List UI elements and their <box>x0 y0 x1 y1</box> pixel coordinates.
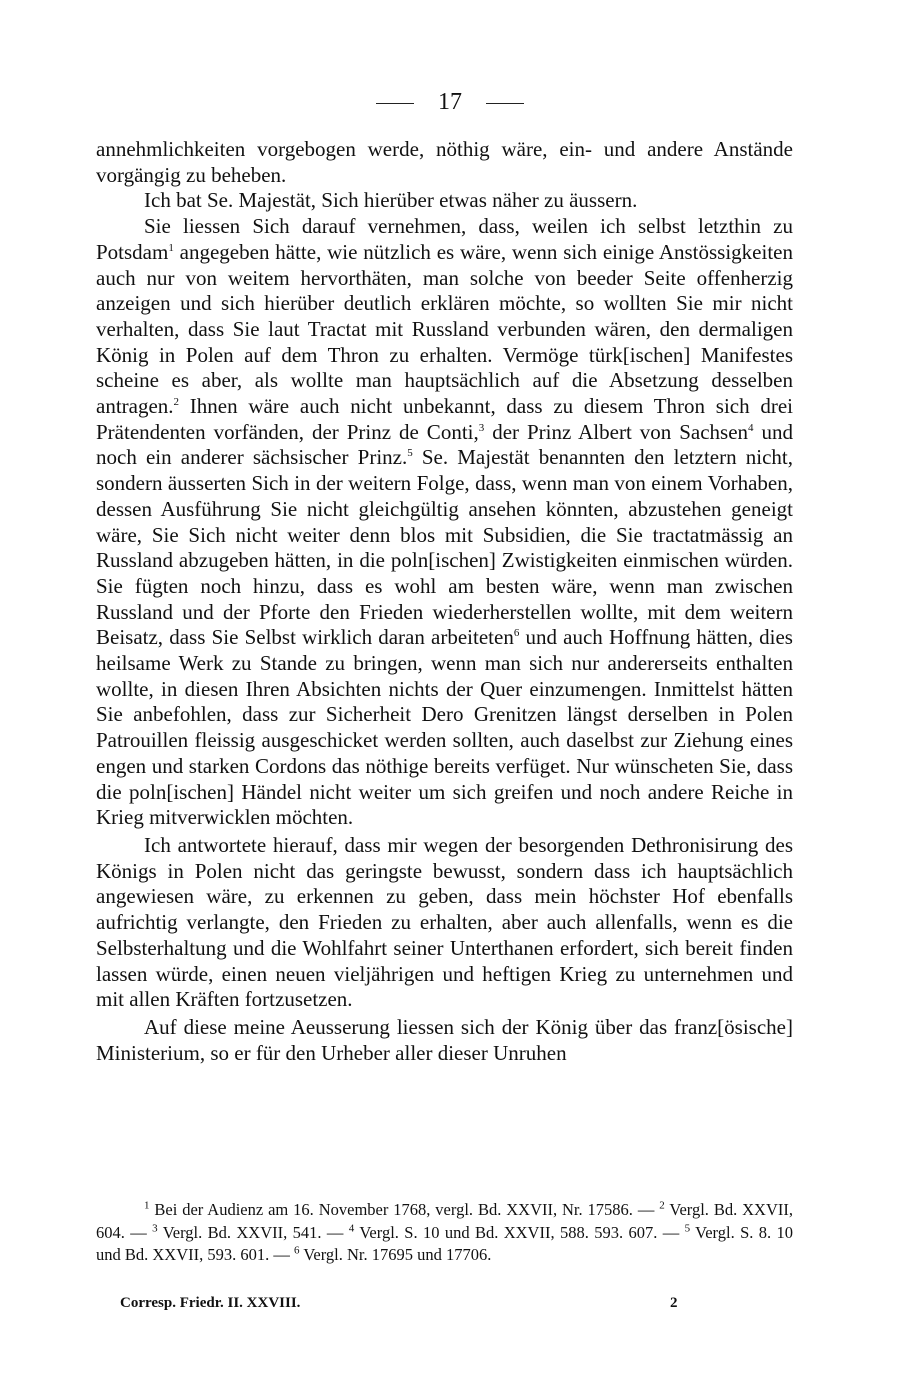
footnote-marker: 1 <box>168 241 174 254</box>
footnote-text: Vergl. Bd. XXVII, 541. — <box>157 1222 349 1242</box>
footnote-number: 4 <box>348 1222 355 1234</box>
paragraph: Ich bat Se. Majestät, Sich hierüber etwas näher zu äussern. <box>144 188 638 213</box>
paragraph: Auf diese meine Aeusserung liessen sich der König über das franz[ösische] Ministerium, so er für den Urheber aller dieser Unruhen <box>96 1014 793 1065</box>
footnote-text: Vergl. S. 10 und Bd. XXVII, 588. 593. 607. — <box>354 1222 685 1242</box>
page-header <box>0 88 900 116</box>
header-rule-right <box>486 103 524 104</box>
paragraph-continuation: annehmlichkeiten vorgebogen werde, nöthig wäre, ein- und andere Anstände vorgängig zu beheben. <box>96 137 793 187</box>
footnote-marker: 3 <box>478 421 485 434</box>
text-run: angegeben hätte, wie nützlich es wäre, wenn sich einige Anstössigkeiten auch nur von weitem hervorthäten, man solche von beeder Seite offenherzig anzeigen und sich hierüber deutlich erklären möchte, so wollten Sie mir nicht verhalten, dass Sie laut Tractat mit Russland verbunden wären, den dermaligen König in Polen auf dem Thron zu erhalten. Vermöge türk[ischen] Manifestes scheine es aber, als wollte man hauptsächlich auf die Absetzung desselben antragen. <box>96 239 793 419</box>
footnote-number: 3 <box>152 1222 158 1234</box>
paragraph <box>96 214 793 831</box>
footnote-number: 1 <box>144 1199 150 1212</box>
footnote-text: Vergl. Bd. XXVII, 604. — <box>96 1200 793 1242</box>
text-run: Ihnen wäre auch nicht unbekannt, dass zu diesem Thron sich drei Prätendenten vorfänden, der Prinz de Conti, <box>96 394 793 444</box>
text-run: Sie liessen Sich darauf vernehmen, dass, weilen ich selbst letzthin zu Potsdam <box>96 214 793 264</box>
signature-line: Corresp. Friedr. II. XXVIII. <box>120 1295 301 1311</box>
text-run: der Prinz Albert von Sachsen <box>484 419 749 444</box>
paragraph: Ich antwortete hierauf, dass mir wegen der besorgenden Dethronisirung des Königs in Polen nicht das geringste bewusst, sondern dass ich hauptsächlich angewiesen wäre, zu erkennen zu geben, dass mein höchster Hof ebenfalls aufrichtig verlangte, den Frieden zu erhalten, aber auch allenfalls, wenn es die Selbsterhaltung und die Wohlfahrt seiner Unterthanen erfordert, sich bereit finden lassen würde, einen neuen vieljährigen und heftigen Krieg zu unternehmen und mit allen Kräften fortzusetzen. <box>96 832 793 1012</box>
footnote-text: Bei der Audienz am 16. November 1768, vergl. Bd. XXVII, Nr. 17586. — <box>149 1200 660 1219</box>
main-text <box>96 137 793 1066</box>
footnote-number: 5 <box>684 1222 691 1234</box>
footnote-number: 6 <box>294 1244 300 1257</box>
text-run: Se. Majestät benannten den letztern nicht, sondern äusserten Sich in der weitern Folge, dass, wenn man von einem Vorhaben, dessen Ausführung Sie nicht gleichgültig ansehen könnten, abzustehen geneigt wäre, Sie Sich nicht weiter denn blos mit Subsidien, die Sie tractatmässig an Russland abzugeben hätten, in die poln[ischen] Zwistigkeiten einmischen würden. Sie fügten noch hinzu, dass es wohl am besten wäre, wenn man zwischen Russland und der Pforte den Frieden wiederherstellen wollte, mit dem weitern Beisatz, dass Sie Selbst wirklich daran arbeiteten <box>96 445 793 650</box>
footnote-marker: 6 <box>513 627 520 640</box>
footnote-number: 2 <box>659 1199 665 1212</box>
footnote-text: Vergl. Nr. 17695 und 17706. <box>299 1245 492 1264</box>
page-number: 17 <box>438 89 462 115</box>
footnote-block <box>96 1199 793 1267</box>
footnote-marker: 5 <box>407 447 413 460</box>
text-run: und auch Hoffnung hätten, dies heilsame Werk zu Stande zu bringen, wenn man sich nur andererseits enthalten wollte, in diesen Ihren Absichten nichts der Quer einzumengen. Inmittelst hätten Sie anbefohlen, dass zur Sicherheit Dero Grenitzen längst derselben in Polen Patrouillen fleissig ausgeschicket werden sollten, auch daselbst zur Ziehung eines engen und starken Cordons das nöthige bereits verfüget. Nur wünscheten Sie, dass die poln[ischen] Händel nicht weiter um sich greifen und noch andere Reiche in Krieg mitverwicklen möchten. <box>96 625 793 830</box>
footnote-marker: 2 <box>173 396 180 409</box>
sheet-number: 2 <box>670 1295 678 1311</box>
footnote-marker: 4 <box>748 421 754 434</box>
text-run: und noch ein anderer sächsischer Prinz. <box>96 419 793 470</box>
footnote-text: Vergl. S. 8. 10 und Bd. XXVII, 593. 601. — <box>96 1222 794 1264</box>
footnotes <box>96 1199 793 1267</box>
header-rule-left <box>376 103 414 104</box>
